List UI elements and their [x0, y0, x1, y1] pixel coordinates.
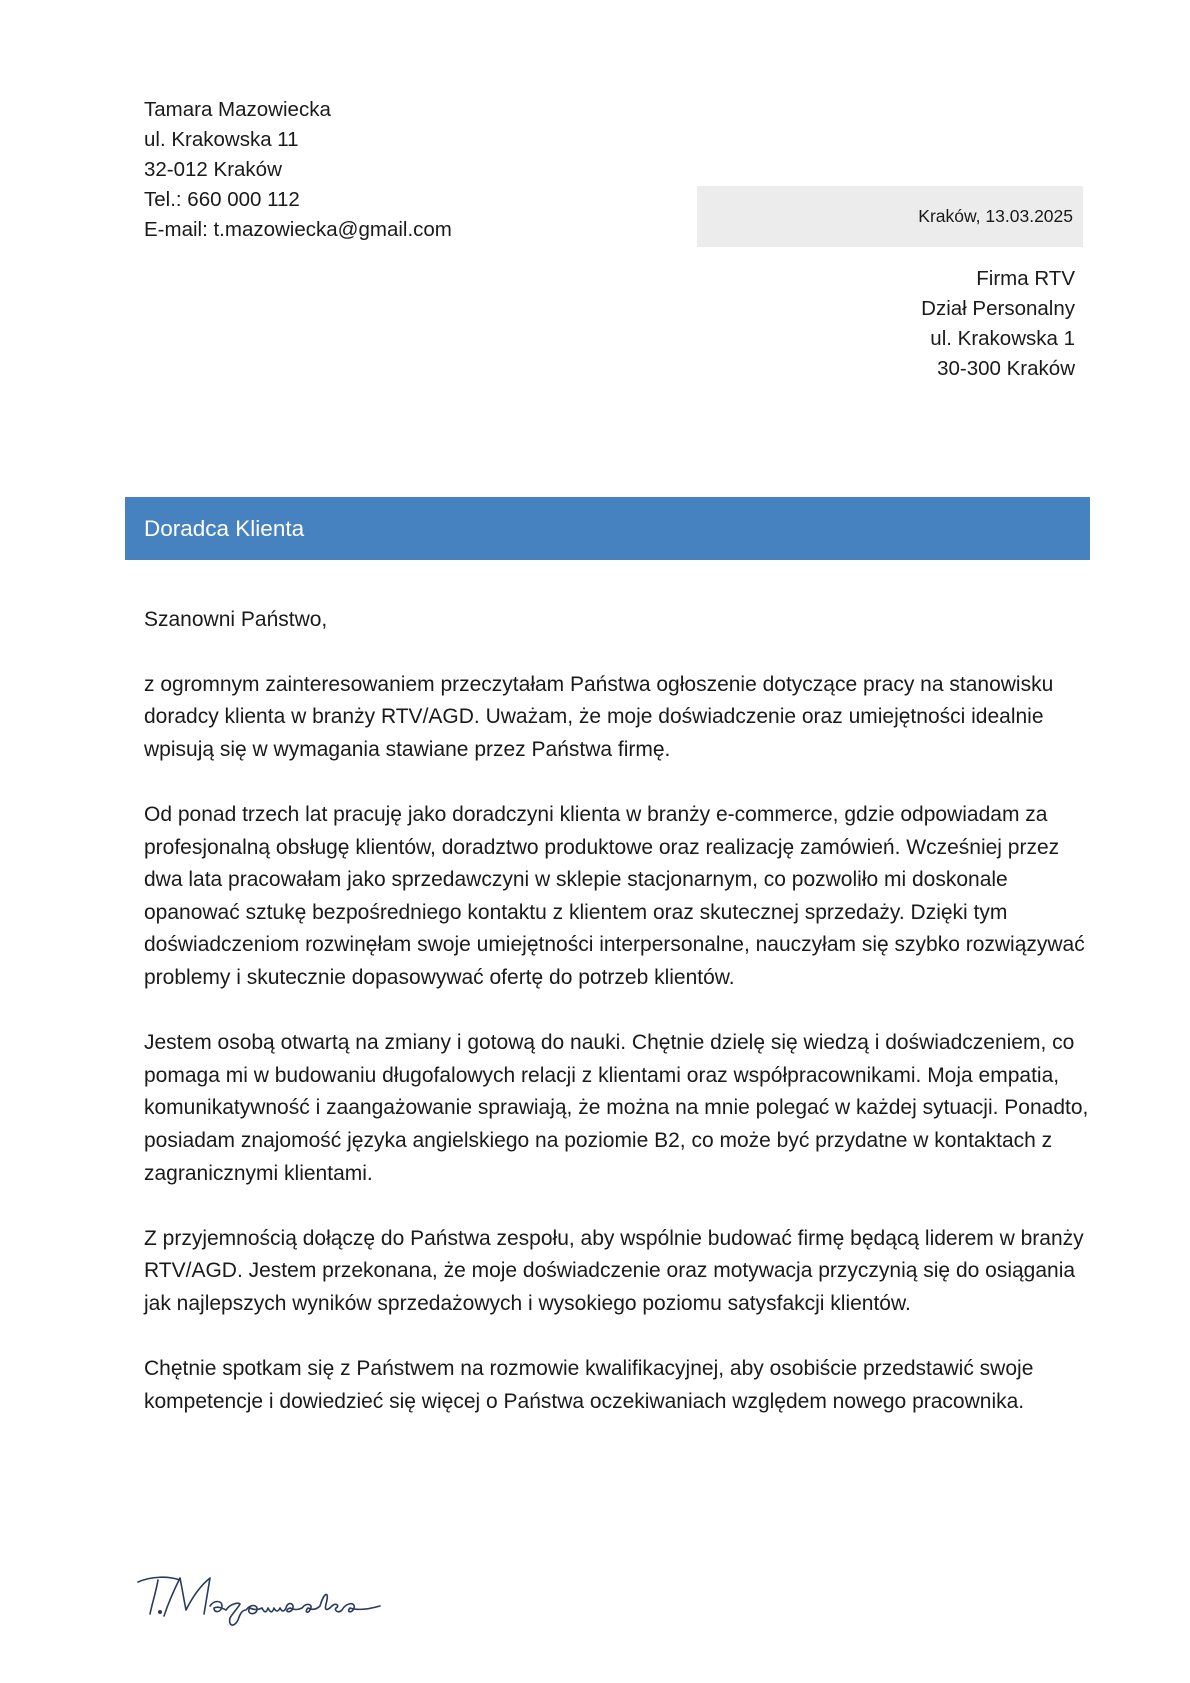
letter-paragraph: Jestem osobą otwartą na zmiany i gotową do nauki. Chętnie dzielę się wiedzą i doświadczeniem, co pomaga mi w budowaniu długofalowych relacji z klientami oraz współpracownikami. Moja empatia, komunikatywność i zaangażowanie sprawiają, że można na mnie polegać w każdej sytuacji. Ponadto, posiadam znajomość języka angielskiego na poziomie B2, co może być przydatne w kontaktach z zagranicznymi klientami. — [144, 1031, 1089, 1185]
letter-paragraph: Chętnie spotkam się z Państwem na rozmowie kwalifikacyjnej, aby osobiście przedstawić swoje kompetencje i dowiedzieć się więcej o Państwa oczekiwaniach względem nowego pracownika. — [144, 1357, 1034, 1413]
recipient-department: Dział Personalny — [921, 297, 1075, 320]
sender-name: Tamara Mazowiecka — [144, 98, 331, 121]
recipient-address-block — [921, 264, 1075, 384]
letter-paragraph: z ogromnym zainteresowaniem przeczytałam Państwa ogłoszenie dotyczące pracy na stanowisku doradcy klienta w branży RTV/AGD. Uważam, że moje doświadczenie oraz umiejętności idealnie wpisują się w wymagania stawiane przez Państwa firmę. — [144, 672, 1054, 761]
handwritten-signature — [134, 1570, 434, 1650]
sender-phone: Tel.: 660 000 112 — [144, 188, 300, 211]
recipient-city: 30-300 Kraków — [937, 357, 1075, 380]
sender-street: ul. Krakowska 11 — [144, 128, 299, 151]
sender-address-block — [144, 95, 452, 245]
recipient-street: ul. Krakowska 1 — [930, 327, 1075, 350]
letter-paragraph: Od ponad trzech lat pracuję jako doradczyni klienta w branży e-commerce, gdzie odpowiadam za profesjonalną obsługę klientów, doradztwo produktowe oraz realizację zamówień. Wcześniej przez dwa lata pracowałam jako sprzedawczyni w sklepie stacjonarnym, co pozwoliło mi doskonale opanować sztukę bezpośredniego kontaktu z klientem oraz skutecznej sprzedaży. Dzięki tym doświadczeniom rozwinęłam swoje umiejętności interpersonalne, nauczyłam się szybko rozwiązywać problemy i skutecznie dopasowywać ofertę do potrzeb klientów. — [144, 802, 1085, 989]
letter-date: Kraków, 13.03.2025 — [918, 206, 1073, 226]
letter-paragraph: Z przyjemnością dołączę do Państwa zespołu, aby wspólnie budować firmę będącą liderem w branży RTV/AGD. Jestem przekonana, że moje doświadczenie oraz motywacja przyczynią się do osiągania jak najlepszych wyników sprzedażowych i wysokiego poziomu satysfakcji klientów. — [144, 1226, 1084, 1315]
position-title-bar — [125, 497, 1090, 560]
letter-body — [144, 604, 1090, 1451]
recipient-company: Firma RTV — [976, 267, 1075, 290]
letter-greeting: Szanowni Państwo, — [144, 608, 328, 631]
sender-email: E-mail: t.mazowiecka@gmail.com — [144, 218, 452, 241]
position-title: Doradca Klienta — [144, 515, 305, 541]
date-box — [697, 186, 1083, 247]
sender-city: 32-012 Kraków — [144, 158, 282, 181]
